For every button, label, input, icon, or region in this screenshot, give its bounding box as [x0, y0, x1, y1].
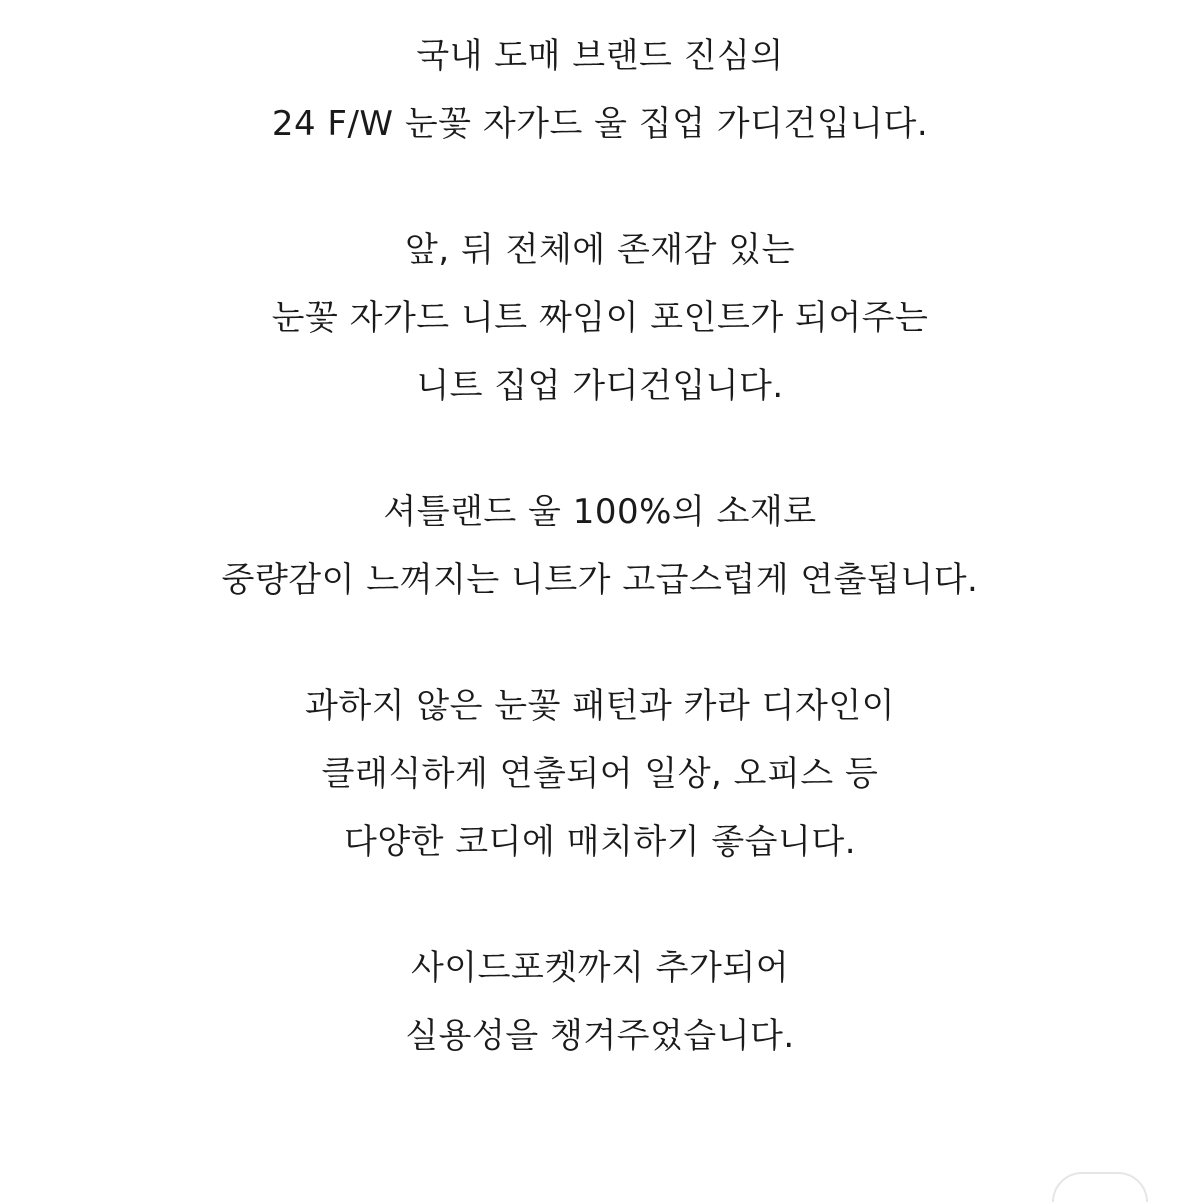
description-paragraph-5: [0, 934, 1200, 1070]
description-paragraph-4: [0, 672, 1200, 876]
description-line: 앞, 뒤 전체에 존재감 있는: [405, 230, 795, 270]
description-line: 중량감이 느껴지는 니트가 고급스럽게 연출됩니다.: [221, 560, 979, 600]
description-line: 과하지 않은 눈꽃 패턴과 카라 디자인이: [304, 686, 896, 726]
description-line: 니트 집업 가디건입니다.: [416, 366, 784, 406]
description-paragraph-2: [0, 216, 1200, 420]
description-line: 실용성을 챙겨주었습니다.: [405, 1016, 795, 1056]
product-description: [0, 22, 1200, 1128]
description-line: 24 F/W 눈꽃 자가드 울 집업 가디건입니다.: [271, 104, 929, 144]
description-line: 국내 도매 브랜드 진심의: [416, 36, 784, 76]
corner-decoration: [1052, 1172, 1148, 1202]
description-line: 사이드포켓까지 추가되어: [410, 948, 790, 988]
description-paragraph-1: [0, 22, 1200, 158]
description-paragraph-3: [0, 478, 1200, 614]
description-line: 셔틀랜드 울 100%의 소재로: [383, 492, 817, 532]
description-line: 다양한 코디에 매치하기 좋습니다.: [343, 822, 857, 862]
description-line: 눈꽃 자가드 니트 짜임이 포인트가 되어주는: [271, 298, 929, 338]
description-line: 클래식하게 연출되어 일상, 오피스 등: [321, 754, 879, 794]
